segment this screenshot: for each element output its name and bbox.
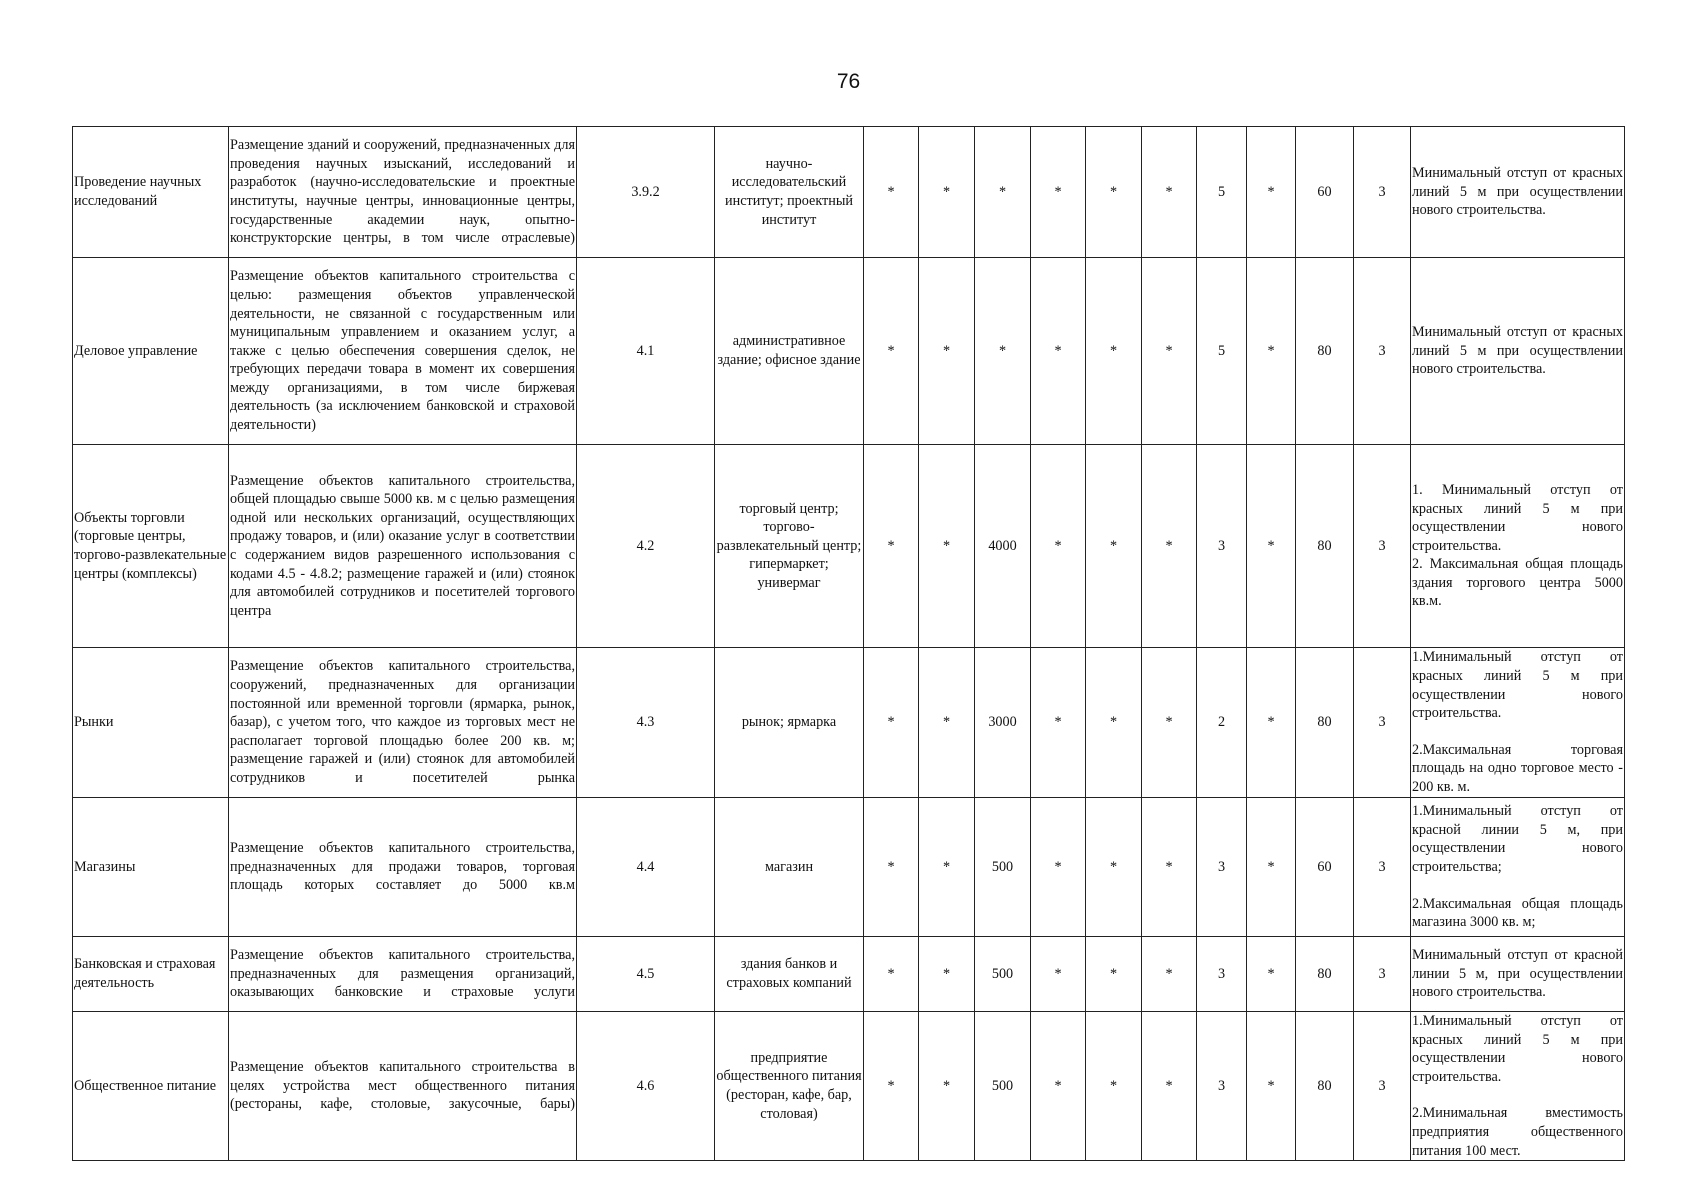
note-spacer — [1412, 1086, 1623, 1104]
parameter-value-cell: * — [1142, 445, 1197, 648]
notes-cell — [1411, 127, 1625, 258]
zoning-regulations-table — [72, 126, 1625, 1161]
use-name-cell: Деловое управление — [73, 258, 229, 445]
parameter-value-cell: * — [1247, 1012, 1296, 1161]
object-type-cell: научно-исследовательский институт; проектный институт — [715, 127, 864, 258]
parameter-value-cell: * — [1031, 648, 1086, 798]
parameter-value-cell: * — [1086, 1012, 1142, 1161]
use-description-cell: Размещение объектов капитального строительства, сооружений, предназначенных для организации постоянной или временной торговли (ярмарка, рынок, базар), с учетом того, что каждое из торговых мест не располагает торговой площадью более 200 кв. м; размещение гаражей и (или) стоянок для автомобилей сотрудников и посетителей рынка — [229, 648, 577, 798]
parameter-value-cell: * — [1142, 798, 1197, 937]
use-name-cell: Объекты торговли (торговые центры, торгово-развлекательные центры (комплексы) — [73, 445, 229, 648]
parameter-value-cell: 80 — [1296, 648, 1354, 798]
note-line: 1.Минимальный отступ от красных линий 5 м при осуществлении нового строительства. — [1412, 1013, 1623, 1085]
parameter-value-cell: 3 — [1197, 1012, 1247, 1161]
parameter-value-cell: 500 — [975, 1012, 1031, 1161]
parameter-value-cell: * — [1247, 798, 1296, 937]
parameter-value-cell: * — [864, 648, 919, 798]
parameter-value-cell: 3 — [1354, 937, 1411, 1012]
use-name-cell: Общественное питание — [73, 1012, 229, 1161]
parameter-value-cell: * — [864, 445, 919, 648]
parameter-value-cell: 60 — [1296, 798, 1354, 937]
parameter-value-cell: * — [919, 127, 975, 258]
parameter-value-cell: 80 — [1296, 937, 1354, 1012]
parameter-value-cell: * — [1031, 445, 1086, 648]
parameter-value-cell: * — [919, 798, 975, 937]
parameter-value-cell: * — [1086, 937, 1142, 1012]
parameter-value-cell: 3 — [1354, 445, 1411, 648]
notes-cell — [1411, 798, 1625, 937]
parameter-value-cell: * — [919, 648, 975, 798]
table-row — [73, 445, 1625, 648]
object-type-cell: предприятие общественного питания (ресторан, кафе, бар, столовая) — [715, 1012, 864, 1161]
note-line: 2.Максимальная торговая площадь на одно торговое место - 200 кв. м. — [1412, 741, 1623, 795]
object-type-cell: магазин — [715, 798, 864, 937]
parameter-value-cell: * — [919, 937, 975, 1012]
parameter-value-cell: * — [1142, 1012, 1197, 1161]
object-type-cell: здания банков и страховых компаний — [715, 937, 864, 1012]
parameter-value-cell: 3 — [1354, 1012, 1411, 1161]
use-description-cell: Размещение объектов капитального строительства в целях устройства мест общественного питания (рестораны, кафе, столовые, закусочные, бары) — [229, 1012, 577, 1161]
parameter-value-cell: * — [1031, 1012, 1086, 1161]
parameter-value-cell: * — [1247, 937, 1296, 1012]
parameter-value-cell: * — [919, 258, 975, 445]
parameter-value-cell: * — [1247, 258, 1296, 445]
parameter-value-cell: 3 — [1354, 648, 1411, 798]
parameter-value-cell: 2 — [1197, 648, 1247, 798]
use-code-cell: 4.6 — [577, 1012, 715, 1161]
note-line: Минимальный отступ от красных линий 5 м при осуществлении нового строительства. — [1412, 324, 1623, 378]
parameter-value-cell: 500 — [975, 798, 1031, 937]
parameter-value-cell: * — [864, 937, 919, 1012]
use-description-cell: Размещение объектов капитального строительства с целью: размещения объектов управленческой деятельности, не связанной с государственным или муниципальным управлением и оказанием услуг, а также с целью обеспечения совершения сделок, не требующих передачи товара в момент их совершения между организациями, в том числе биржевая деятельность (за исключением банковской и страховой деятельности) — [229, 258, 577, 445]
table-row — [73, 648, 1625, 798]
parameter-value-cell: 80 — [1296, 1012, 1354, 1161]
parameter-value-cell: * — [975, 127, 1031, 258]
page-number: 76 — [836, 70, 861, 93]
parameter-value-cell: * — [1142, 127, 1197, 258]
note-spacer — [1412, 877, 1623, 895]
note-line: 1. Минимальный отступ от красных линий 5 м при осуществлении нового строительства. — [1412, 481, 1623, 554]
parameter-value-cell: * — [1031, 258, 1086, 445]
parameter-value-cell: 3 — [1197, 798, 1247, 937]
parameter-value-cell: 60 — [1296, 127, 1354, 258]
table-row — [73, 937, 1625, 1012]
use-description-cell: Размещение объектов капитального строительства, предназначенных для продажи товаров, торговая площадь которых составляет до 5000 кв.м — [229, 798, 577, 937]
parameter-value-cell: * — [1086, 648, 1142, 798]
use-code-cell: 4.4 — [577, 798, 715, 937]
parameter-value-cell: * — [1086, 798, 1142, 937]
use-name-cell: Проведение научных исследований — [73, 127, 229, 258]
use-description-cell: Размещение объектов капитального строительства, общей площадью свыше 5000 кв. м с целью размещения одной или нескольких организаций, осуществляющих продажу товаров, и (или) оказание услуг в соответствии с содержанием видов разрешенного использования с кодами 4.5 - 4.8.2; размещение гаражей и (или) стоянок для автомобилей сотрудников и посетителей торгового центра — [229, 445, 577, 648]
parameter-value-cell: 4000 — [975, 445, 1031, 648]
note-line: Минимальный отступ от красных линий 5 м при осуществлении нового строительства. — [1412, 165, 1623, 219]
note-line: 2. Максимальная общая площадь здания торгового центра 5000 кв.м. — [1412, 556, 1623, 610]
parameter-value-cell: * — [1086, 258, 1142, 445]
note-line: 2.Максимальная общая площадь магазина 3000 кв. м; — [1412, 895, 1623, 931]
parameter-value-cell: 5 — [1197, 127, 1247, 258]
parameter-value-cell: * — [864, 798, 919, 937]
parameter-value-cell: 3 — [1197, 937, 1247, 1012]
parameter-value-cell: 3000 — [975, 648, 1031, 798]
parameter-value-cell: * — [919, 445, 975, 648]
parameter-value-cell: 3 — [1197, 445, 1247, 648]
table-row — [73, 798, 1625, 937]
parameter-value-cell: * — [1247, 445, 1296, 648]
object-type-cell: торговый центр; торгово-развлекательный центр; гипермаркет; универмаг — [715, 445, 864, 648]
note-spacer — [1412, 723, 1623, 741]
use-code-cell: 4.3 — [577, 648, 715, 798]
use-name-cell: Магазины — [73, 798, 229, 937]
parameter-value-cell: 3 — [1354, 798, 1411, 937]
notes-cell — [1411, 937, 1625, 1012]
table-row — [73, 258, 1625, 445]
parameter-value-cell: * — [1142, 258, 1197, 445]
note-line: 1.Минимальный отступ от красной линии 5 м, при осуществлении нового строительства; — [1412, 803, 1623, 875]
parameter-value-cell: * — [1247, 648, 1296, 798]
notes-cell — [1411, 648, 1625, 798]
notes-cell — [1411, 258, 1625, 445]
parameter-value-cell: 80 — [1296, 258, 1354, 445]
parameter-value-cell: * — [864, 1012, 919, 1161]
table-row — [73, 127, 1625, 258]
parameter-value-cell: 5 — [1197, 258, 1247, 445]
parameter-value-cell: * — [1142, 937, 1197, 1012]
parameter-value-cell: * — [864, 127, 919, 258]
note-line: 1.Минимальный отступ от красных линий 5 м при осуществлении нового строительства. — [1412, 649, 1623, 722]
parameter-value-cell: 3 — [1354, 127, 1411, 258]
use-code-cell: 4.5 — [577, 937, 715, 1012]
notes-cell — [1411, 1012, 1625, 1161]
parameter-value-cell: 500 — [975, 937, 1031, 1012]
parameter-value-cell: * — [864, 258, 919, 445]
table-row — [73, 1012, 1625, 1161]
parameter-value-cell: * — [1031, 798, 1086, 937]
object-type-cell: административное здание; офисное здание — [715, 258, 864, 445]
parameter-value-cell: * — [1142, 648, 1197, 798]
notes-cell — [1411, 445, 1625, 648]
note-line: 2.Минимальная вместимость предприятия общественного питания 100 мест. — [1412, 1105, 1623, 1159]
parameter-value-cell: 3 — [1354, 258, 1411, 445]
note-line: Минимальный отступ от красной линии 5 м, при осуществлении нового строительства. — [1412, 947, 1623, 1001]
use-name-cell: Рынки — [73, 648, 229, 798]
use-code-cell: 3.9.2 — [577, 127, 715, 258]
use-description-cell: Размещение объектов капитального строительства, предназначенных для размещения организаций, оказывающих банковские и страховые услуги — [229, 937, 577, 1012]
parameter-value-cell: * — [1086, 127, 1142, 258]
use-code-cell: 4.2 — [577, 445, 715, 648]
use-name-cell: Банковская и страховая деятельность — [73, 937, 229, 1012]
use-description-cell: Размещение зданий и сооружений, предназначенных для проведения научных изысканий, исследований и разработок (научно-исследовательские и проектные институты, научные центры, инновационные центры, государственные академии наук, опытно-конструкторские центры, в том числе отраслевые) — [229, 127, 577, 258]
parameter-value-cell: * — [975, 258, 1031, 445]
parameter-value-cell: * — [1031, 937, 1086, 1012]
object-type-cell: рынок; ярмарка — [715, 648, 864, 798]
use-code-cell: 4.1 — [577, 258, 715, 445]
parameter-value-cell: 80 — [1296, 445, 1354, 648]
parameter-value-cell: * — [1247, 127, 1296, 258]
parameter-value-cell: * — [919, 1012, 975, 1161]
parameter-value-cell: * — [1031, 127, 1086, 258]
parameter-value-cell: * — [1086, 445, 1142, 648]
